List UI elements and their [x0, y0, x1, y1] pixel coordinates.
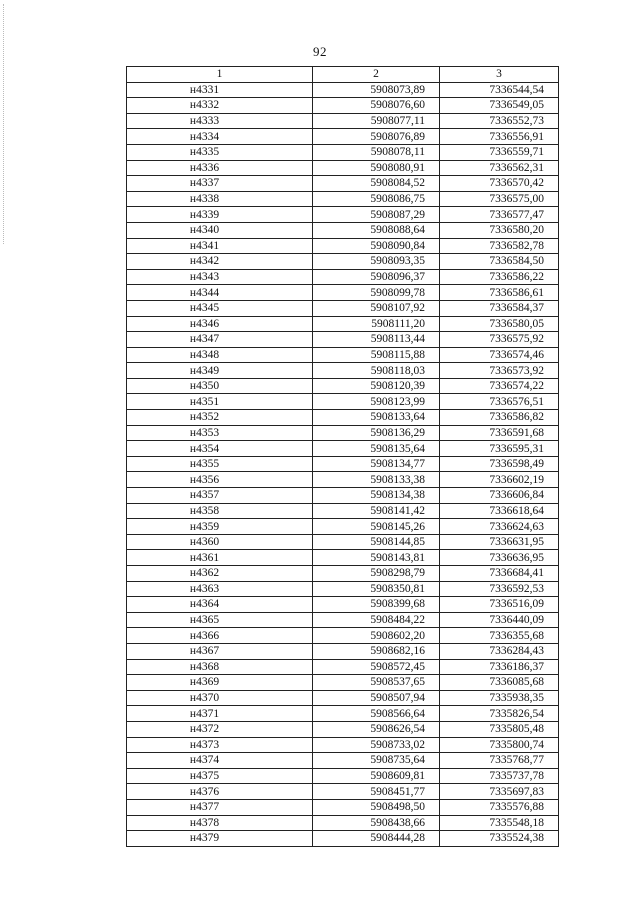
x-coordinate-cell: 5908133,38 — [313, 472, 440, 488]
point-id-cell: н4356 — [127, 472, 313, 488]
x-coordinate-cell: 5908399,68 — [313, 597, 440, 613]
table-row — [127, 285, 559, 301]
point-id-cell: н4340 — [127, 222, 313, 238]
y-coordinate-cell: 7336562,31 — [440, 160, 559, 176]
point-id-cell: н4334 — [127, 129, 313, 145]
table-row — [127, 581, 559, 597]
y-coordinate-cell: 7335826,54 — [440, 706, 559, 722]
x-coordinate-cell: 5908451,77 — [313, 784, 440, 800]
y-coordinate-cell: 7336592,53 — [440, 581, 559, 597]
x-coordinate-cell: 5908145,26 — [313, 519, 440, 535]
column-header-1: 1 — [127, 67, 313, 83]
y-coordinate-cell: 7335805,48 — [440, 721, 559, 737]
x-coordinate-cell: 5908135,64 — [313, 441, 440, 457]
x-coordinate-cell: 5908084,52 — [313, 176, 440, 192]
y-coordinate-cell: 7336586,82 — [440, 410, 559, 426]
y-coordinate-cell: 7336584,37 — [440, 300, 559, 316]
table-row — [127, 160, 559, 176]
x-coordinate-cell: 5908298,79 — [313, 566, 440, 582]
point-id-cell: н4345 — [127, 300, 313, 316]
table-row — [127, 566, 559, 582]
table-row — [127, 222, 559, 238]
y-coordinate-cell: 7335800,74 — [440, 737, 559, 753]
table-row — [127, 534, 559, 550]
y-coordinate-cell: 7336552,73 — [440, 113, 559, 129]
x-coordinate-cell: 5908484,22 — [313, 612, 440, 628]
y-coordinate-cell: 7336586,22 — [440, 269, 559, 285]
table-row — [127, 238, 559, 254]
x-coordinate-cell: 5908143,81 — [313, 550, 440, 566]
y-coordinate-cell: 7336516,09 — [440, 597, 559, 613]
table-row — [127, 363, 559, 379]
table-row — [127, 456, 559, 472]
table-row — [127, 191, 559, 207]
x-coordinate-cell: 5908099,78 — [313, 285, 440, 301]
y-coordinate-cell: 7336575,00 — [440, 191, 559, 207]
table-row — [127, 753, 559, 769]
table-row — [127, 472, 559, 488]
point-id-cell: н4333 — [127, 113, 313, 129]
point-id-cell: н4358 — [127, 503, 313, 519]
y-coordinate-cell: 7336606,84 — [440, 488, 559, 504]
table-row — [127, 300, 559, 316]
column-header-3: 3 — [440, 67, 559, 83]
x-coordinate-cell: 5908080,91 — [313, 160, 440, 176]
table-body — [127, 82, 559, 846]
y-coordinate-cell: 7336586,61 — [440, 285, 559, 301]
x-coordinate-cell: 5908088,64 — [313, 222, 440, 238]
table-row — [127, 488, 559, 504]
y-coordinate-cell: 7336598,49 — [440, 456, 559, 472]
point-id-cell: н4350 — [127, 378, 313, 394]
point-id-cell: н4360 — [127, 534, 313, 550]
x-coordinate-cell: 5908507,94 — [313, 690, 440, 706]
column-header-2: 2 — [313, 67, 440, 83]
x-coordinate-cell: 5908438,66 — [313, 815, 440, 831]
table-row — [127, 378, 559, 394]
point-id-cell: н4372 — [127, 721, 313, 737]
point-id-cell: н4343 — [127, 269, 313, 285]
x-coordinate-cell: 5908537,65 — [313, 675, 440, 691]
point-id-cell: н4361 — [127, 550, 313, 566]
y-coordinate-cell: 7335576,88 — [440, 799, 559, 815]
y-coordinate-cell: 7336355,68 — [440, 628, 559, 644]
y-coordinate-cell: 7336584,50 — [440, 254, 559, 270]
point-id-cell: н4347 — [127, 332, 313, 348]
x-coordinate-cell: 5908602,20 — [313, 628, 440, 644]
x-coordinate-cell: 5908096,37 — [313, 269, 440, 285]
y-coordinate-cell: 7336624,63 — [440, 519, 559, 535]
table-row — [127, 831, 559, 847]
table-row — [127, 768, 559, 784]
y-coordinate-cell: 7336577,47 — [440, 207, 559, 223]
x-coordinate-cell: 5908078,11 — [313, 144, 440, 160]
table-row — [127, 394, 559, 410]
point-id-cell: н4338 — [127, 191, 313, 207]
y-coordinate-cell: 7336186,37 — [440, 659, 559, 675]
point-id-cell: н4362 — [127, 566, 313, 582]
x-coordinate-cell: 5908118,03 — [313, 363, 440, 379]
table-row — [127, 207, 559, 223]
x-coordinate-cell: 5908572,45 — [313, 659, 440, 675]
table-row — [127, 690, 559, 706]
x-coordinate-cell: 5908090,84 — [313, 238, 440, 254]
table-row — [127, 129, 559, 145]
y-coordinate-cell: 7336602,19 — [440, 472, 559, 488]
table-row — [127, 113, 559, 129]
table-row — [127, 659, 559, 675]
x-coordinate-cell: 5908144,85 — [313, 534, 440, 550]
point-id-cell: н4368 — [127, 659, 313, 675]
table-row — [127, 706, 559, 722]
y-coordinate-cell: 7335524,38 — [440, 831, 559, 847]
point-id-cell: н4349 — [127, 363, 313, 379]
table-row — [127, 721, 559, 737]
y-coordinate-cell: 7336574,46 — [440, 347, 559, 363]
point-id-cell: н4365 — [127, 612, 313, 628]
table-row — [127, 347, 559, 363]
y-coordinate-cell: 7336576,51 — [440, 394, 559, 410]
table-row — [127, 784, 559, 800]
y-coordinate-cell: 7336591,68 — [440, 425, 559, 441]
point-id-cell: н4375 — [127, 768, 313, 784]
y-coordinate-cell: 7336618,64 — [440, 503, 559, 519]
y-coordinate-cell: 7335548,18 — [440, 815, 559, 831]
x-coordinate-cell: 5908626,54 — [313, 721, 440, 737]
x-coordinate-cell: 5908115,88 — [313, 347, 440, 363]
x-coordinate-cell: 5908733,02 — [313, 737, 440, 753]
y-coordinate-cell: 7336636,95 — [440, 550, 559, 566]
table-row — [127, 410, 559, 426]
x-coordinate-cell: 5908735,64 — [313, 753, 440, 769]
point-id-cell: н4344 — [127, 285, 313, 301]
point-id-cell: н4336 — [127, 160, 313, 176]
y-coordinate-cell: 7336570,42 — [440, 176, 559, 192]
x-coordinate-cell: 5908120,39 — [313, 378, 440, 394]
table-row — [127, 176, 559, 192]
x-coordinate-cell: 5908076,89 — [313, 129, 440, 145]
page-number: 92 — [313, 44, 327, 59]
table-row — [127, 503, 559, 519]
y-coordinate-cell: 7336631,95 — [440, 534, 559, 550]
point-id-cell: н4378 — [127, 815, 313, 831]
x-coordinate-cell: 5908609,81 — [313, 768, 440, 784]
table-row — [127, 675, 559, 691]
table-row — [127, 597, 559, 613]
y-coordinate-cell: 7336544,54 — [440, 82, 559, 98]
y-coordinate-cell: 7335768,77 — [440, 753, 559, 769]
table-header-row — [127, 67, 559, 83]
x-coordinate-cell: 5908350,81 — [313, 581, 440, 597]
point-id-cell: н4364 — [127, 597, 313, 613]
x-coordinate-cell: 5908113,44 — [313, 332, 440, 348]
point-id-cell: н4332 — [127, 98, 313, 114]
table-row — [127, 425, 559, 441]
y-coordinate-cell: 7336440,09 — [440, 612, 559, 628]
table-row — [127, 269, 559, 285]
y-coordinate-cell: 7336284,43 — [440, 643, 559, 659]
x-coordinate-cell: 5908077,11 — [313, 113, 440, 129]
point-id-cell: н4353 — [127, 425, 313, 441]
point-id-cell: н4377 — [127, 799, 313, 815]
margin-marks — [3, 4, 10, 244]
x-coordinate-cell: 5908134,77 — [313, 456, 440, 472]
table-row — [127, 799, 559, 815]
x-coordinate-cell: 5908073,89 — [313, 82, 440, 98]
point-id-cell: н4348 — [127, 347, 313, 363]
point-id-cell: н4351 — [127, 394, 313, 410]
x-coordinate-cell: 5908086,75 — [313, 191, 440, 207]
x-coordinate-cell: 5908566,64 — [313, 706, 440, 722]
point-id-cell: н4357 — [127, 488, 313, 504]
point-id-cell: н4370 — [127, 690, 313, 706]
table-row — [127, 628, 559, 644]
point-id-cell: н4354 — [127, 441, 313, 457]
x-coordinate-cell: 5908444,28 — [313, 831, 440, 847]
point-id-cell: н4369 — [127, 675, 313, 691]
y-coordinate-cell: 7336582,78 — [440, 238, 559, 254]
x-coordinate-cell: 5908141,42 — [313, 503, 440, 519]
table-row — [127, 737, 559, 753]
x-coordinate-cell: 5908076,60 — [313, 98, 440, 114]
coordinates-table — [126, 66, 559, 847]
y-coordinate-cell: 7336559,71 — [440, 144, 559, 160]
x-coordinate-cell: 5908134,38 — [313, 488, 440, 504]
point-id-cell: н4342 — [127, 254, 313, 270]
table-row — [127, 82, 559, 98]
y-coordinate-cell: 7336580,05 — [440, 316, 559, 332]
point-id-cell: н4374 — [127, 753, 313, 769]
table-row — [127, 815, 559, 831]
table-row — [127, 643, 559, 659]
point-id-cell: н4371 — [127, 706, 313, 722]
y-coordinate-cell: 7336580,20 — [440, 222, 559, 238]
point-id-cell: н4379 — [127, 831, 313, 847]
y-coordinate-cell: 7336085,68 — [440, 675, 559, 691]
y-coordinate-cell: 7336574,22 — [440, 378, 559, 394]
point-id-cell: н4359 — [127, 519, 313, 535]
x-coordinate-cell: 5908133,64 — [313, 410, 440, 426]
x-coordinate-cell: 5908087,29 — [313, 207, 440, 223]
point-id-cell: н4367 — [127, 643, 313, 659]
y-coordinate-cell: 7336549,05 — [440, 98, 559, 114]
y-coordinate-cell: 7336556,91 — [440, 129, 559, 145]
x-coordinate-cell: 5908093,35 — [313, 254, 440, 270]
table-row — [127, 98, 559, 114]
point-id-cell: н4335 — [127, 144, 313, 160]
point-id-cell: н4363 — [127, 581, 313, 597]
point-id-cell: н4341 — [127, 238, 313, 254]
x-coordinate-cell: 5908682,16 — [313, 643, 440, 659]
y-coordinate-cell: 7336595,31 — [440, 441, 559, 457]
table-row — [127, 441, 559, 457]
x-coordinate-cell: 5908498,50 — [313, 799, 440, 815]
point-id-cell: н4376 — [127, 784, 313, 800]
table-row — [127, 332, 559, 348]
table-row — [127, 550, 559, 566]
point-id-cell: н4352 — [127, 410, 313, 426]
point-id-cell: н4339 — [127, 207, 313, 223]
table-row — [127, 254, 559, 270]
table-row — [127, 144, 559, 160]
point-id-cell: н4337 — [127, 176, 313, 192]
y-coordinate-cell: 7336573,92 — [440, 363, 559, 379]
point-id-cell: н4355 — [127, 456, 313, 472]
x-coordinate-cell: 5908111,20 — [313, 316, 440, 332]
point-id-cell: н4366 — [127, 628, 313, 644]
point-id-cell: н4346 — [127, 316, 313, 332]
y-coordinate-cell: 7335737,78 — [440, 768, 559, 784]
point-id-cell: н4373 — [127, 737, 313, 753]
table-row — [127, 316, 559, 332]
y-coordinate-cell: 7336684,41 — [440, 566, 559, 582]
x-coordinate-cell: 5908107,92 — [313, 300, 440, 316]
x-coordinate-cell: 5908136,29 — [313, 425, 440, 441]
y-coordinate-cell: 7335697,83 — [440, 784, 559, 800]
y-coordinate-cell: 7336575,92 — [440, 332, 559, 348]
table-row — [127, 612, 559, 628]
y-coordinate-cell: 7335938,35 — [440, 690, 559, 706]
point-id-cell: н4331 — [127, 82, 313, 98]
x-coordinate-cell: 5908123,99 — [313, 394, 440, 410]
table-row — [127, 519, 559, 535]
